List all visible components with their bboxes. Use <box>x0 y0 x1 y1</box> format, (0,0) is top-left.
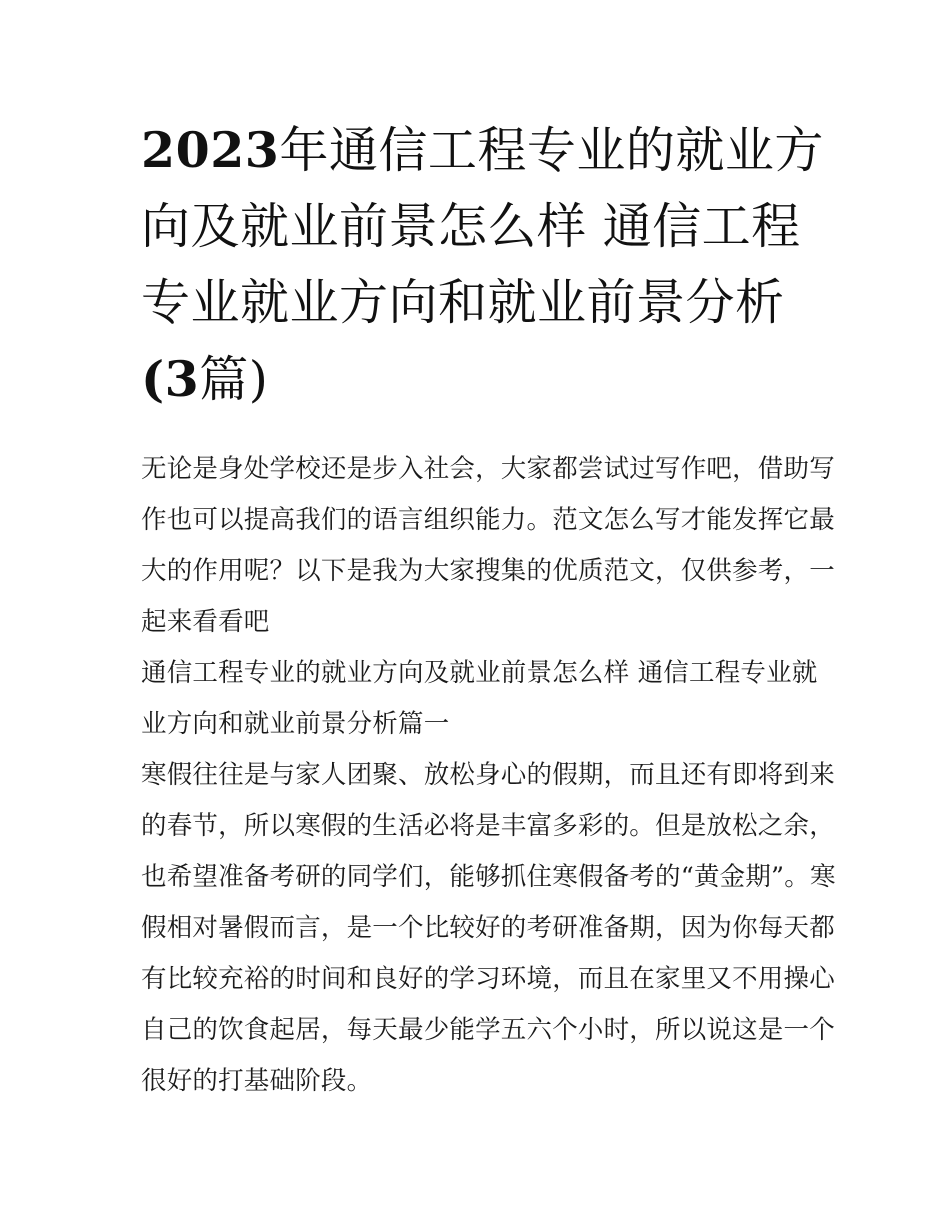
intro-line: 作也可以提高我们的语言组织能力。范文怎么写才能发挥它最 <box>141 505 835 535</box>
title-line <box>141 341 813 418</box>
section-heading <box>141 648 818 750</box>
intro-line: 起来看看吧 <box>141 607 270 637</box>
title-number: (3 <box>141 350 200 408</box>
title-text: 向及就业前景怎么样 通信工程 <box>141 198 801 255</box>
section-heading-line: 通信工程专业的就业方向及就业前景怎么样 通信工程专业就 <box>141 658 818 688</box>
paragraph-line: 也希望准备考研的同学们，能够抓住寒假备考的“黄金期”。寒 <box>141 862 836 892</box>
paragraph-line: 自己的饮食起居，每天最少能学五六个小时，所以说这是一个 <box>141 1015 835 1045</box>
title-text: 篇) <box>199 351 269 408</box>
paragraph-line: 很好的打基础阶段。 <box>141 1066 373 1096</box>
intro-line: 无论是身处学校还是步入社会，大家都尝试过写作吧，借助写 <box>141 454 835 484</box>
document-page <box>141 112 836 1107</box>
title-line <box>141 265 813 341</box>
title-number: 2023 <box>141 121 280 179</box>
paragraph-line: 寒假往往是与家人团聚、放松身心的假期，而且还有即将到来 <box>141 760 835 790</box>
intro-paragraph <box>141 444 835 648</box>
title-text: 年通信工程专业的就业方 <box>279 122 824 179</box>
paragraph-line: 的春节，所以寒假的生活必将是丰富多彩的。但是放松之余， <box>141 811 835 841</box>
paragraph-line: 有比较充裕的时间和良好的学习环境，而且在家里又不用操心 <box>141 964 835 994</box>
body-paragraph <box>141 750 836 1107</box>
section-heading-line: 业方向和就业前景分析篇一 <box>141 709 450 739</box>
title-line <box>141 189 813 265</box>
intro-line: 大的作用呢？以下是我为大家搜集的优质范文，仅供参考，一 <box>141 556 835 586</box>
paragraph-line: 假相对暑假而言，是一个比较好的考研准备期，因为你每天都 <box>141 913 835 943</box>
title-text: 专业就业方向和就业前景分析 <box>141 274 785 331</box>
document-title <box>141 112 824 418</box>
title-line <box>141 112 824 189</box>
